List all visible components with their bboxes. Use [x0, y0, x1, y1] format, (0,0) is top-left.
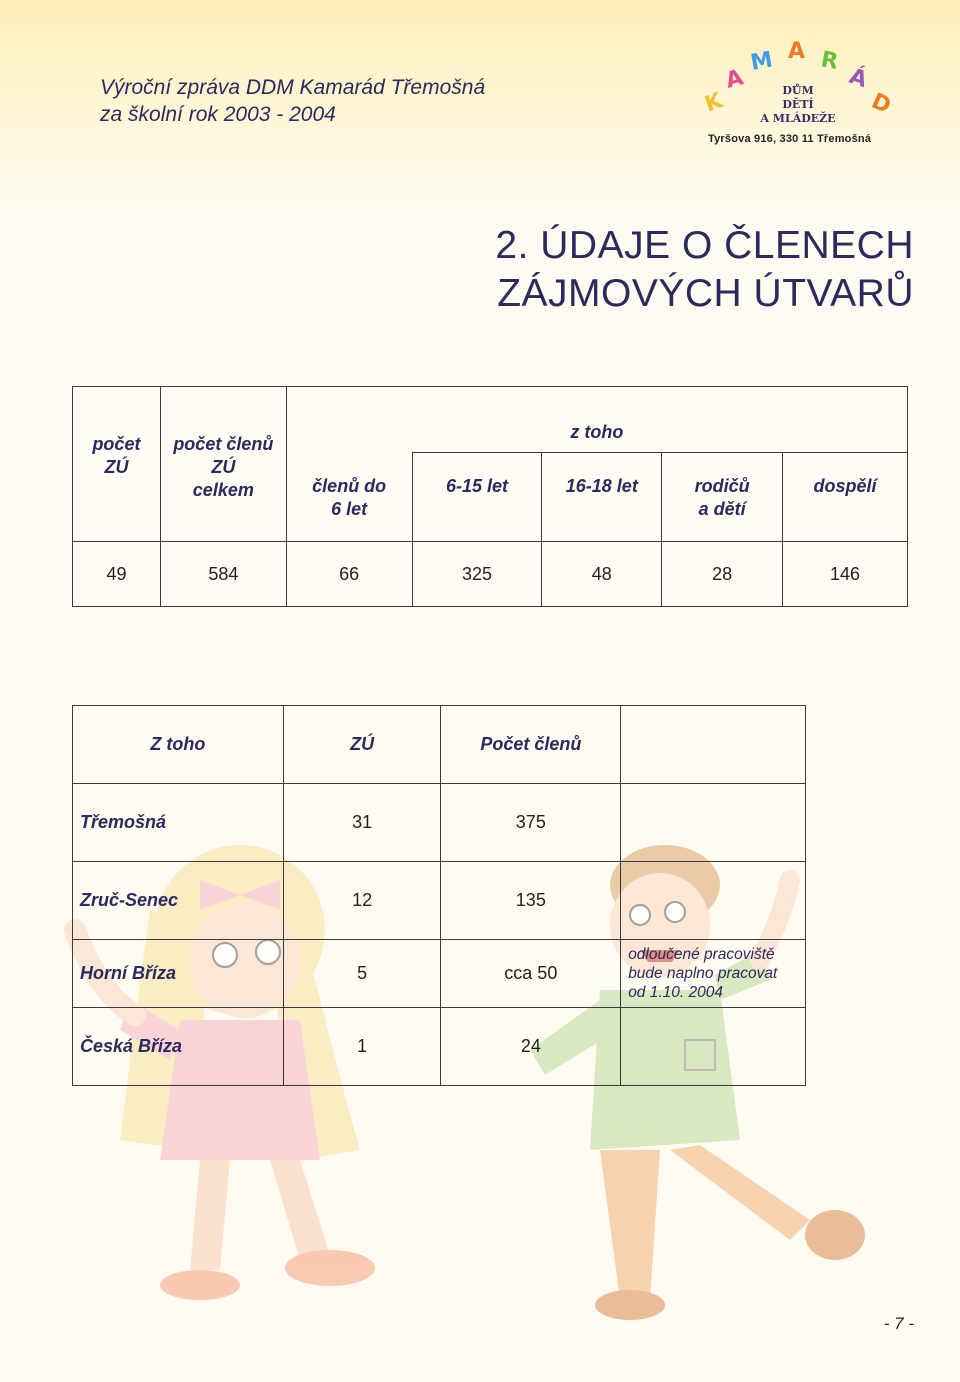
- row-name: Horní Bříza: [73, 940, 284, 1008]
- table-row: [73, 940, 806, 1008]
- value-6-15-let: 325: [412, 542, 542, 607]
- header-pocet-clenu-line3: celkem: [192, 480, 254, 500]
- header-pocet-zu-line1: počet: [92, 434, 141, 454]
- logo-letter-a3: Á: [846, 63, 871, 93]
- value-rodice: 28: [662, 542, 783, 607]
- header-dospeli: dospělí: [783, 453, 908, 542]
- row-members: cca 50: [441, 940, 621, 1008]
- note-line-3: od 1.10. 2004: [628, 984, 723, 1001]
- row-name: Zruč-Senec: [73, 862, 284, 940]
- heading-line-2: ZÁJMOVÝCH ÚTVARŮ: [497, 272, 914, 315]
- header-pocet-zu-line2: ZÚ: [104, 457, 129, 477]
- row-name: Česká Bříza: [73, 1008, 284, 1086]
- header-z-toho: z toho: [286, 387, 907, 453]
- value-dospeli: 146: [783, 542, 908, 607]
- row-note: [621, 1008, 806, 1086]
- report-header: [100, 74, 485, 128]
- section-heading: [495, 222, 914, 318]
- header-rodice: [662, 453, 783, 542]
- logo-text-deti: DĚTÍ: [782, 98, 814, 111]
- note-line-1: odloučené pracoviště: [628, 946, 775, 963]
- logo-letter-k: K: [701, 88, 727, 118]
- value-do-6-let: 66: [286, 542, 412, 607]
- logo-letter-r: R: [818, 47, 840, 75]
- header-line-1: Výroční zpráva DDM Kamarád Třemošná: [100, 76, 486, 99]
- header-pocet-clenu: [160, 387, 286, 542]
- row-zu: 31: [283, 784, 441, 862]
- logo-letter-d: D: [867, 88, 895, 120]
- header-note: [621, 706, 806, 784]
- branches-table: [72, 705, 806, 1086]
- header-do-6-let-line1: členů do: [312, 475, 387, 496]
- row-zu: 5: [283, 940, 441, 1008]
- header-pocet-clenu-line2: ZÚ: [211, 457, 236, 477]
- heading-line-1: 2. ÚDAJE O ČLENECH: [495, 224, 914, 267]
- header-do-6-let: [286, 453, 412, 542]
- row-members: 135: [441, 862, 621, 940]
- logo-letter-a1: A: [723, 65, 747, 94]
- row-note: [621, 862, 806, 940]
- header-pocet-zu: [73, 387, 161, 542]
- table-row: [73, 1008, 806, 1086]
- header-do-6-let-line2: 6 let: [331, 498, 368, 519]
- header-rodice-line1: rodičů: [694, 476, 750, 496]
- value-pocet-clenu: 584: [160, 542, 286, 607]
- header-6-15-let: 6-15 let: [412, 453, 542, 542]
- row-members: 24: [441, 1008, 621, 1086]
- logo-letter-m: M: [748, 47, 775, 76]
- logo-text-dum: DŮM: [782, 84, 814, 97]
- table-row: [73, 784, 806, 862]
- logo-letter-a2: A: [788, 39, 806, 64]
- header-16-18-let: 16-18 let: [542, 453, 662, 542]
- logo-address: Tyršova 916, 330 11 Třemošná: [708, 133, 872, 145]
- page-number: - 7 -: [883, 1314, 914, 1333]
- header-line-2: za školní rok 2003 - 2004: [100, 103, 336, 126]
- header-rodice-line2: a dětí: [698, 499, 746, 519]
- row-members: 375: [441, 784, 621, 862]
- header-pocet-clenu-2: Počet členů: [441, 706, 621, 784]
- row-zu: 12: [283, 862, 441, 940]
- header-pocet-clenu-line1: počet členů: [173, 434, 274, 454]
- table-row: [73, 862, 806, 940]
- row-zu: 1: [283, 1008, 441, 1086]
- header-zu: ZÚ: [283, 706, 441, 784]
- row-note: [621, 940, 806, 1008]
- row-note: [621, 784, 806, 862]
- value-16-18-let: 48: [542, 542, 662, 607]
- value-pocet-zu: 49: [73, 542, 161, 607]
- header-z-toho-location: Z toho: [73, 706, 284, 784]
- members-summary-table: [72, 386, 908, 607]
- row-name: Třemošná: [73, 784, 284, 862]
- note-line-2: bude naplno pracovat: [628, 965, 778, 982]
- logo-text-mladeze: A MLÁDEŽE: [760, 112, 836, 125]
